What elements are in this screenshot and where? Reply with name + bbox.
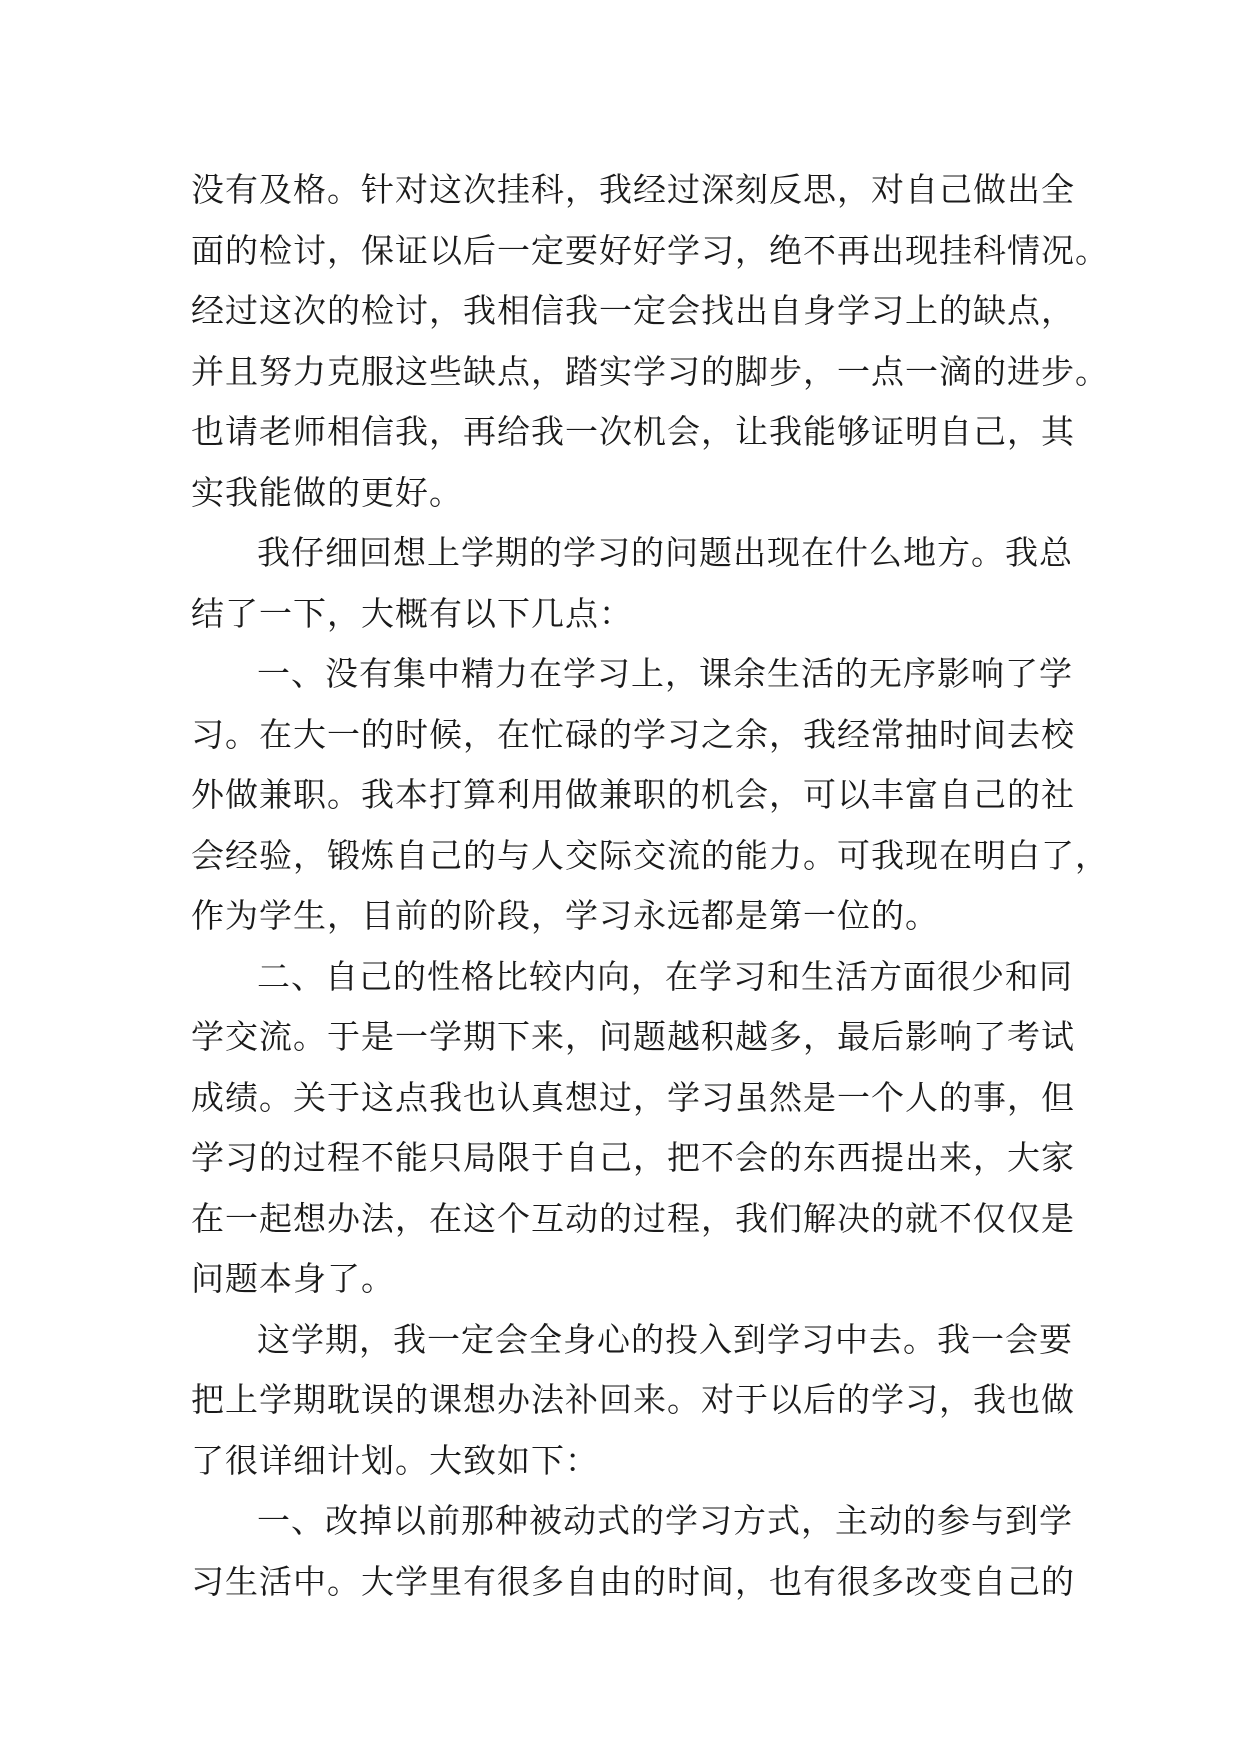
- text-line: 并且努力克服这些缺点，踏实学习的脚步，一点一滴的进步。: [191, 351, 1109, 391]
- text-line: 了很详细计划。大致如下：: [191, 1440, 599, 1480]
- text-line: 学习的过程不能只局限于自己，把不会的东西提出来，大家: [191, 1138, 1075, 1177]
- paragraph-start-line: 我仔细回想上学期的学习的问题出现在什么地方。我总: [257, 533, 1073, 572]
- text-line: 习。在大一的时候，在忙碌的学习之余，我经常抽时间去校: [191, 714, 1075, 754]
- text-line: 把上学期耽误的课想办法补回来。对于以后的学习，我也做: [191, 1380, 1075, 1419]
- text-line: 会经验，锻炼自己的与人交际交流的能力。可我现在明白了，: [191, 835, 1109, 875]
- text-line: 习生活中。大学里有很多自由的时间，也有很多改变自己的: [191, 1561, 1075, 1601]
- text-line: 作为学生，目前的阶段，学习永远都是第一位的。: [191, 896, 939, 935]
- text-line: 问题本身了。: [191, 1259, 395, 1298]
- text-line: 外做兼职。我本打算利用做兼职的机会，可以丰富自己的社: [191, 775, 1075, 814]
- text-line: 成绩。关于这点我也认真想过，学习虽然是一个人的事，但: [191, 1077, 1075, 1117]
- paragraph-start-line: 二、自己的性格比较内向，在学习和生活方面很少和同: [257, 956, 1073, 996]
- paragraph-start-line: 一、没有集中精力在学习上，课余生活的无序影响了学: [257, 654, 1073, 693]
- paragraph-start-line: 这学期，我一定会全身心的投入到学习中去。我一会要: [257, 1319, 1073, 1359]
- text-line: 实我能做的更好。: [191, 472, 463, 512]
- text-line: 结了一下，大概有以下几点：: [191, 593, 633, 633]
- body-text: [191, 160, 1109, 1612]
- text-line: 在一起想办法，在这个互动的过程，我们解决的就不仅仅是: [191, 1198, 1075, 1238]
- paragraph-start-line: 一、改掉以前那种被动式的学习方式，主动的参与到学: [257, 1501, 1073, 1540]
- text-line: 也请老师相信我，再给我一次机会，让我能够证明自己，其: [191, 412, 1075, 451]
- text-line: 面的检讨，保证以后一定要好好学习，绝不再出现挂科情况。: [191, 230, 1109, 270]
- text-line: 经过这次的检讨，我相信我一定会找出自身学习上的缺点，: [191, 291, 1075, 330]
- text-line: 没有及格。针对这次挂科，我经过深刻反思，对自己做出全: [191, 170, 1075, 209]
- text-line: 学交流。于是一学期下来，问题越积越多，最后影响了考试: [191, 1017, 1075, 1056]
